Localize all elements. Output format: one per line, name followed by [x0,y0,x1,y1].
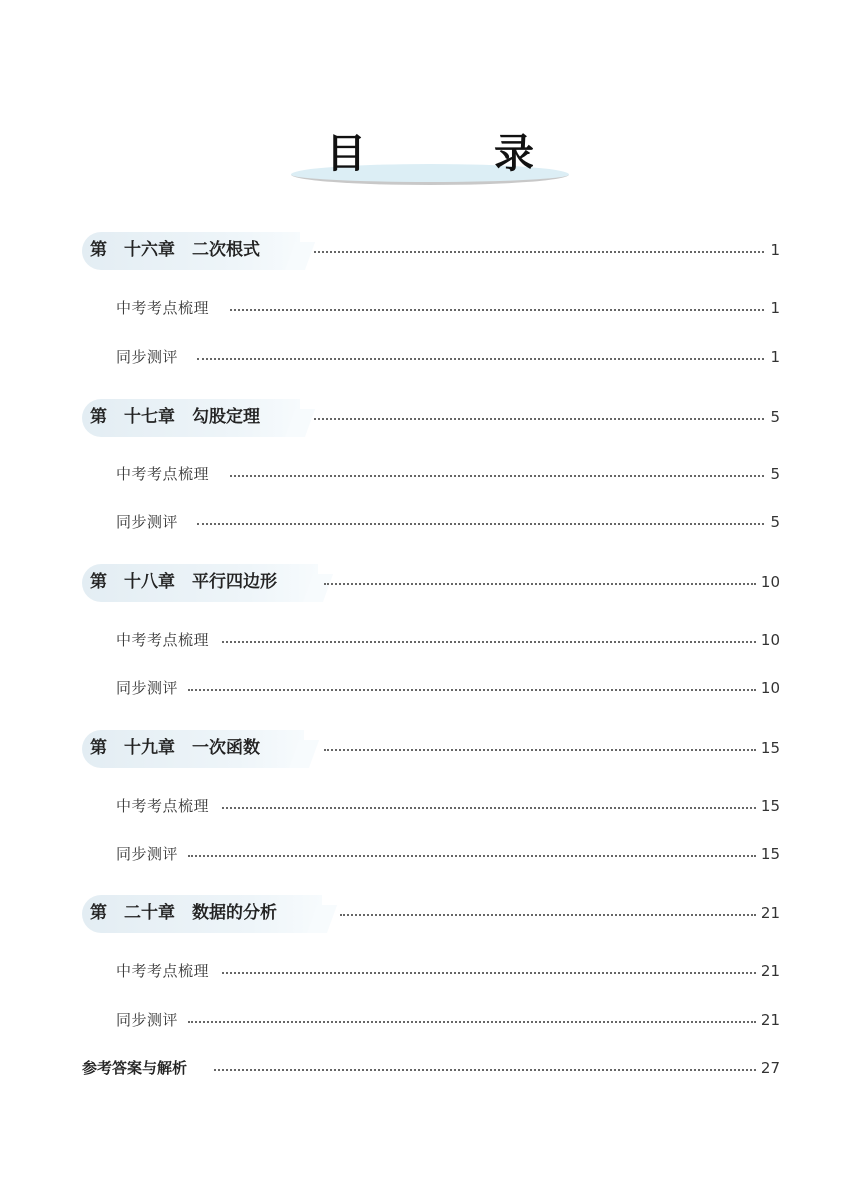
dot-leader [188,855,756,857]
section-entry[interactable] [0,296,860,326]
section-title: 中考考点梳理 [116,962,210,980]
dot-leader [188,689,756,691]
page-number: 5 [770,513,780,531]
section-entry[interactable] [0,676,860,706]
section-title: 中考考点梳理 [116,465,210,483]
chapter-entry-18[interactable] [0,570,860,600]
dot-leader [222,807,756,809]
chapter-title: 第 十六章 二次根式 [90,240,260,260]
chapter-entry-19[interactable] [0,736,860,766]
page-number: 1 [770,241,780,259]
chapter-entry-20[interactable] [0,901,860,931]
page-number: 15 [760,845,780,863]
section-entry[interactable] [0,842,860,872]
section-entry[interactable] [0,794,860,824]
page-number: 10 [760,679,780,697]
dot-leader [214,1069,756,1071]
page-number: 1 [770,299,780,317]
dot-leader [222,972,756,974]
chapter-title: 第 十九章 一次函数 [90,738,260,758]
section-title: 中考考点梳理 [116,631,210,649]
dot-leader [230,309,764,311]
section-title: 中考考点梳理 [116,797,210,815]
dot-leader [314,418,764,420]
dot-leader [230,475,764,477]
page-number: 5 [770,465,780,483]
section-title: 同步测评 [116,348,179,366]
section-entry[interactable] [0,959,860,989]
section-entry[interactable] [0,345,860,375]
chapter-title: 第 十八章 平行四边形 [90,572,277,592]
section-title: 同步测评 [116,679,179,697]
dot-leader [188,1021,756,1023]
appendix-title: 参考答案与解析 [82,1059,188,1077]
section-title: 同步测评 [116,845,179,863]
page-number: 21 [760,962,780,980]
dot-leader [197,358,764,360]
page-number: 15 [760,739,780,757]
section-entry[interactable] [0,628,860,658]
page-number: 21 [760,1011,780,1029]
chapter-title: 第 十七章 勾股定理 [90,407,260,427]
dot-leader [222,641,756,643]
page-number: 21 [760,904,780,922]
page-number: 15 [760,797,780,815]
dot-leader [324,583,756,585]
section-entry[interactable] [0,462,860,492]
dot-leader [340,914,756,916]
dot-leader [197,523,764,525]
toc-title-block [0,118,860,198]
page-number: 10 [760,573,780,591]
dot-leader [324,749,756,751]
chapter-title: 第 二十章 数据的分析 [90,903,277,923]
appendix-entry[interactable] [0,1056,860,1086]
page-number: 10 [760,631,780,649]
page-number: 5 [770,408,780,426]
chapter-entry-16[interactable] [0,238,860,268]
section-title: 同步测评 [116,513,179,531]
page-number: 1 [770,348,780,366]
section-title: 中考考点梳理 [116,299,210,317]
page-number: 27 [760,1059,780,1077]
page-title: 目 录 [326,131,578,177]
section-entry[interactable] [0,1008,860,1038]
dot-leader [314,251,764,253]
section-entry[interactable] [0,510,860,540]
section-title: 同步测评 [116,1011,179,1029]
chapter-entry-17[interactable] [0,405,860,435]
